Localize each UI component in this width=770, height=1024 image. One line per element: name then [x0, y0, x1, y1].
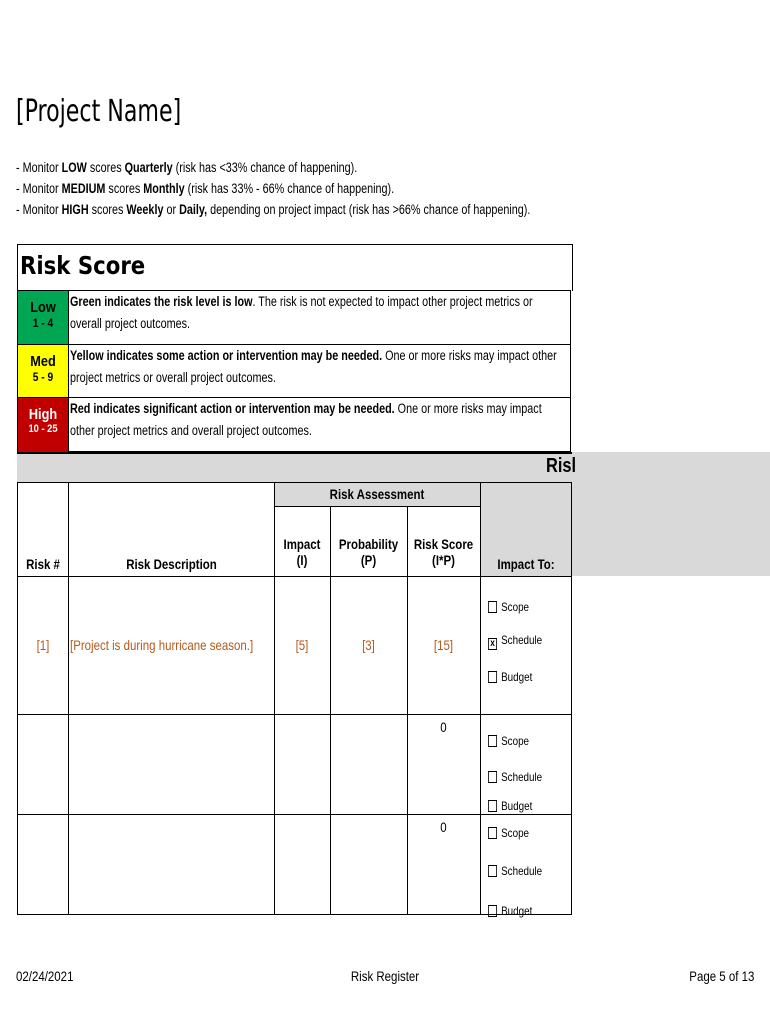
row-3-checkbox-schedule[interactable]: Schedule	[488, 864, 542, 878]
monitor-note-medium: - Monitor MEDIUM scores Monthly (risk has 33% - 66% chance of happening).	[16, 181, 395, 196]
row-2-checkbox-scope[interactable]: Scope	[488, 734, 529, 748]
level-high-badge: High 10 - 25	[17, 397, 69, 453]
footer-date: 02/24/2021	[16, 968, 74, 984]
row-1-risk-score: [15]	[433, 637, 454, 653]
header-probability: Probability (P)	[338, 536, 399, 568]
monitor-note-low: - Monitor LOW scores Quarterly (risk has <33% chance of happening).	[16, 160, 358, 175]
row-3-checkbox-budget[interactable]: Budget	[488, 904, 532, 918]
row-2-checkbox-budget[interactable]: Budget	[488, 799, 532, 813]
row-3-risk-score: 0	[440, 819, 447, 835]
row-1-risk-description[interactable]: [Project is during hurricane season.]	[70, 637, 254, 653]
header-risk-assessment: Risk Assessment	[329, 486, 425, 502]
row-1-impact[interactable]: [5]	[295, 637, 309, 653]
row-2-checkbox-schedule[interactable]: Schedule	[488, 770, 542, 784]
level-med-badge: Med 5 - 9	[17, 344, 69, 399]
header-risk-description: Risk Description	[126, 556, 217, 572]
footer-title: Risk Register	[350, 968, 420, 984]
risk-score-heading: Risk Score	[17, 244, 573, 291]
row-3-checkbox-scope[interactable]: Scope	[488, 826, 529, 840]
header-impact-to: Impact To:	[497, 556, 555, 572]
header-risk-number: Risk #	[26, 556, 60, 572]
table-banner-title: Risl	[546, 455, 577, 477]
row-1-checkbox-budget[interactable]: Budget	[488, 670, 532, 684]
row-2-risk-score: 0	[440, 719, 447, 735]
row-1-risk-number[interactable]: [1]	[36, 637, 50, 653]
row-1-checkbox-schedule[interactable]: x Schedule	[488, 633, 542, 650]
level-low-description: Green indicates the risk level is low. The risk is not expected to impact other project metrics or overall project outcomes.	[68, 290, 571, 345]
row-1-probability[interactable]: [3]	[362, 637, 375, 653]
level-low-badge: Low 1 - 4	[17, 290, 69, 345]
level-med-description: Yellow indicates some action or intervention may be needed. One or more risks may impact other project metrics or overall project outcomes.	[68, 344, 571, 398]
page-title: [Project Name]	[16, 94, 182, 129]
monitor-note-high: - Monitor HIGH scores Weekly or Daily, depending on project impact (risk has >66% chance of happening).	[16, 202, 531, 217]
level-high-description: Red indicates significant action or intervention may be needed. One or more risks may impact other project metrics and overall project outcomes.	[68, 397, 571, 452]
footer-page-number: Page 5 of 13	[688, 968, 754, 984]
header-risk-score: Risk Score (I*P)	[413, 536, 474, 568]
row-1-checkbox-scope[interactable]: Scope	[488, 600, 529, 614]
header-impact: Impact (I)	[283, 536, 321, 568]
